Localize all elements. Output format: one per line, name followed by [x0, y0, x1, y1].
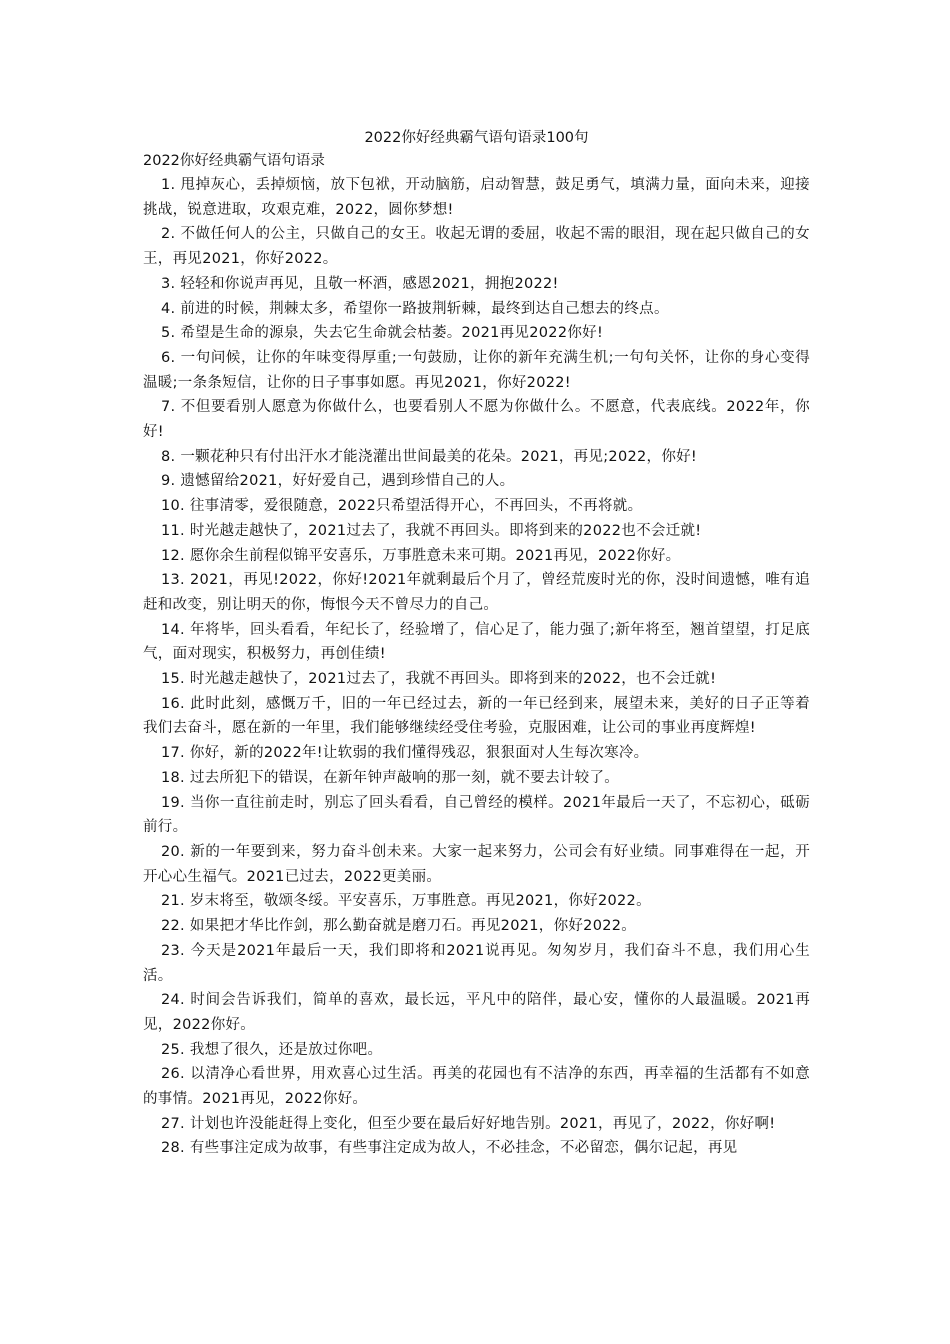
quote-item: 3. 轻轻和你说声再见，且敬一杯酒，感恩2021，拥抱2022!	[161, 275, 559, 292]
quote-item: 20. 新的一年要到来，努力奋斗创未来。大家一起来努力，公司会有好业绩。同事难得在一起，开开心心生福气。2021已过去，2022更美丽。	[143, 843, 810, 885]
quote-item: 6. 一句问候，让你的年味变得厚重;一句鼓励，让你的新年充满生机;一句句关怀，让你的身心变得温暖;一条条短信，让你的日子事事如愿。再见2021，你好2022!	[143, 349, 810, 391]
quote-list	[143, 173, 810, 1161]
quote-item: 15. 时光越走越快了，2021过去了，我就不再回头。即将到来的2022，也不会迁就!	[161, 671, 717, 688]
quote-item: 25. 我想了很久，还是放过你吧。	[161, 1041, 383, 1058]
quote-item: 11. 时光越走越快了，2021过去了，我就不再回头。即将到来的2022也不会迁就!	[161, 522, 702, 539]
quote-item: 7. 不但要看别人愿意为你做什么，也要看别人不愿为你做什么。不愿意，代表底线。2022年，你好!	[143, 399, 810, 441]
quote-item: 10. 往事清零，爱很随意，2022只希望活得开心，不再回头，不再将就。	[161, 498, 643, 515]
document-subtitle: 2022你好经典霸气语句语录	[143, 153, 325, 169]
quote-item: 17. 你好，新的2022年!让软弱的我们懂得残忍，狠狠面对人生每次寒冷。	[161, 745, 649, 762]
quote-item: 13. 2021，再见!2022，你好!2021年就剩最后个月了，曾经荒废时光的你，没时间遗憾，唯有追赶和改变，别让明天的你，悔恨今天不曾尽力的自己。	[143, 572, 810, 613]
quote-item: 18. 过去所犯下的错误，在新年钟声敲响的那一刻，就不要去计较了。	[161, 769, 620, 786]
quote-item: 16. 此时此刻，感慨万千，旧的一年已经过去，新的一年已经到来，展望未来，美好的日子正等着我们去奋斗，愿在新的一年里，我们能够继续经受住考验，克服困难，让公司的事业再度辉煌!	[143, 695, 810, 737]
quote-item: 12. 愿你余生前程似锦平安喜乐，万事胜意未来可期。2021再见，2022你好。	[161, 547, 681, 564]
quote-item: 28. 有些事注定成为故事，有些事注定成为故人，不必挂念，不必留恋，偶尔记起，再见	[161, 1140, 738, 1157]
document-title: 2022你好经典霸气语句语录100句	[364, 130, 589, 146]
quote-item: 4. 前进的时候，荆棘太多，希望你一路披荆斩棘，最终到达自己想去的终点。	[161, 300, 669, 317]
quote-item: 5. 希望是生命的源泉，失去它生命就会枯萎。2021再见2022你好!	[161, 325, 604, 342]
quote-item: 26. 以清净心看世界，用欢喜心过生活。再美的花园也有不洁净的东西，再幸福的生活都有不如意的事情。2021再见，2022你好。	[143, 1066, 810, 1108]
quote-item: 1. 甩掉灰心，丢掉烦恼，放下包袱，开动脑筋，启动智慧，鼓足勇气，填满力量，面向未来，迎接挑战，锐意进取，攻艰克难，2022，圆你梦想!	[143, 177, 810, 218]
quote-item: 24. 时间会告诉我们，简单的喜欢，最长远，平凡中的陪伴，最心安，懂你的人最温暖。2021再见，2022你好。	[143, 992, 810, 1033]
quote-item: 2. 不做任何人的公主，只做自己的女王。收起无谓的委屈，收起不需的眼泪，现在起只做自己的女王，再见2021，你好2022。	[143, 226, 810, 268]
quote-item: 9. 遗憾留给2021，好好爱自己，遇到珍惜自己的人。	[161, 473, 515, 490]
document-body	[143, 127, 810, 1161]
quote-item: 8. 一颗花种只有付出汗水才能浇灌出世间最美的花朵。2021，再见;2022，你好!	[161, 448, 698, 465]
quote-item: 23. 今天是2021年最后一天，我们即将和2021说再见。匆匆岁月，我们奋斗不息，我们用心生活。	[143, 942, 810, 984]
quote-item: 27. 计划也许没能赶得上变化，但至少要在最后好好地告别。2021，再见了，2022，你好啊!	[161, 1115, 776, 1132]
quote-item: 19. 当你一直往前走时，别忘了回头看看，自己曾经的模样。2021年最后一天了，不忘初心，砥砺前行。	[143, 794, 810, 836]
quote-item: 21. 岁末将至，敬颂冬绥。平安喜乐，万事胜意。再见2021，你好2022。	[161, 893, 651, 910]
quote-item: 14. 年将毕，回头看看，年纪长了，经验增了，信心足了，能力强了;新年将至，翘首望望，打足底气，面对现实，积极努力，再创佳绩!	[143, 621, 810, 663]
quote-item: 22. 如果把才华比作剑，那么勤奋就是磨刀石。再见2021，你好2022。	[161, 918, 637, 935]
